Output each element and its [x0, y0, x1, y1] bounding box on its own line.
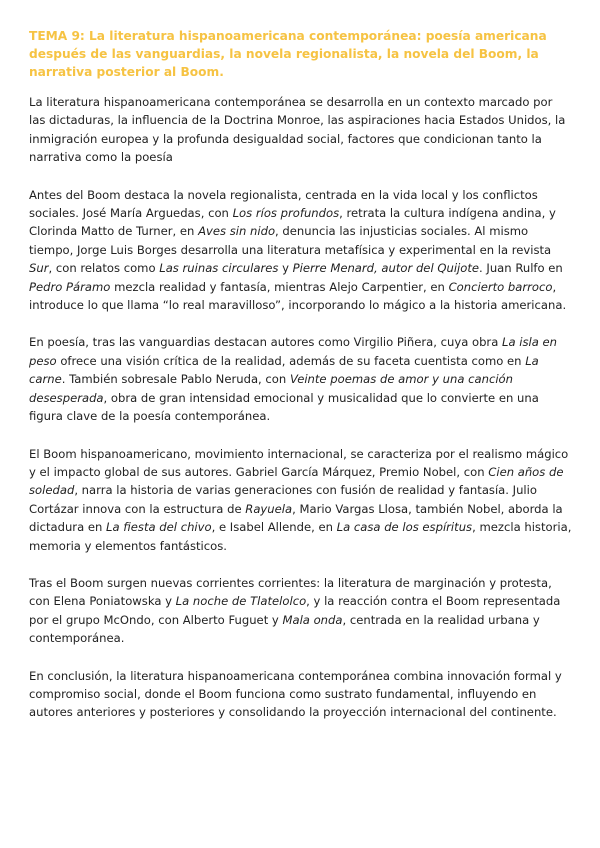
body-paragraph [29, 574, 572, 648]
body-paragraph [29, 445, 572, 555]
work-title: La noche de Tlatelolco [175, 594, 307, 609]
body-paragraph [29, 667, 572, 722]
text-run: , narra la historia de varias generaciones con fusión de realidad y fantasía. Julio Cortázar innova con la estructura de [29, 483, 537, 516]
body-paragraph [29, 333, 572, 425]
work-title: Sur [29, 261, 49, 276]
work-title: Aves sin nido [198, 224, 276, 239]
work-title: Cien años de soledad [29, 464, 564, 498]
text-run: ofrece una visión crítica de la realidad, además de su faceta cuentista como en [56, 353, 526, 368]
text-run: Tras el Boom surgen nuevas corrientes corrientes: la literatura de marginación y protesta, con Elena Poniatowska y [29, 575, 552, 609]
work-title: Rayuela [245, 501, 293, 516]
text-run: , centrada en la realidad urbana y contemporánea. [29, 612, 540, 646]
text-run: , obra de gran intensidad emocional y musicalidad que lo convierte en una figura clave de la poesía contemporánea. [29, 390, 539, 424]
body-paragraph [29, 186, 572, 315]
body-paragraph [29, 93, 572, 167]
text-run: , e Isabel Allende, en [211, 520, 337, 535]
text-run: mezcla realidad y fantasía, mientras Alejo Carpentier, en [110, 279, 449, 294]
text-run: , con relatos como [48, 261, 160, 276]
work-title: La fiesta del chivo [106, 520, 212, 535]
text-run: , Mario Vargas Llosa, también Nobel, aborda la dictadura en [29, 501, 563, 535]
text-run: , y la reacción contra el Boom representada por el grupo McOndo, con Alberto Fuguet y [29, 594, 561, 627]
work-title: Concierto barroco [448, 279, 553, 294]
text-run: , introduce lo que llama “lo real maravilloso”, incorporando lo mágico a la historia americana. [29, 279, 567, 313]
work-title: Veinte poemas de amor y una canción desesperada [29, 372, 513, 405]
text-run: En poesía, tras las vanguardias destacan autores como Virgilio Piñera, cuya obra [29, 335, 502, 350]
document-body [29, 93, 572, 722]
work-title: Pedro Páramo [29, 279, 111, 294]
text-run: . También sobresale Pablo Neruda, con [61, 372, 290, 387]
text-run: El Boom hispanoamericano, movimiento internacional, se caracteriza por el realismo mágico y el impacto global de sus autores. Gabriel García Márquez, Premio Nobel, con [29, 446, 569, 479]
text-run: , denuncia las injusticias sociales. Al mismo tiempo, Jorge Luis Borges desarrolla una literatura metafísica y experimental en la revista [29, 224, 552, 257]
text-run: En conclusión, la literatura hispanoamericana contemporánea combina innovación formal y compromiso social, donde el Boom funciona como sustrato fundamental, influyendo en autores anteriores y posteriores y consolidando la proyección internacional del continente. [29, 668, 562, 720]
text-run: , retrata la cultura indígena andina, y Clorinda Matto de Turner, en [29, 206, 556, 239]
text-run: Antes del Boom destaca la novela regionalista, centrada en la vida local y los conflictos sociales. José María Arguedas, con [29, 187, 538, 221]
work-title: La isla en peso [29, 335, 558, 368]
work-title: Las ruinas circulares [159, 261, 279, 276]
page-title: TEMA 9: La literatura hispanoamericana contemporánea: poesía americana después de las vanguardias, la novela regionalista, la novela del Boom, la narrativa posterior al Boom. [29, 29, 547, 79]
text-run: . Juan Rulfo en [479, 261, 563, 276]
work-title: Pierre Menard, autor del Quijote [292, 261, 480, 276]
work-title: Mala onda [282, 612, 343, 627]
text-run: La literatura hispanoamericana contemporánea se desarrolla en un contexto marcado por las dictaduras, la influencia de la Doctrina Monroe, las aspiraciones hacia Estados Unidos, la inmigración europea y la profunda desigualdad social, factores que condicionan tanto la narrativa como la poesía [29, 95, 566, 165]
work-title: Los ríos profundos [232, 206, 340, 221]
text-run: , mezcla historia, memoria y elementos fantásticos. [29, 520, 572, 553]
text-run: y [278, 261, 293, 276]
work-title: La carne [29, 353, 539, 387]
work-title: La casa de los espíritus [336, 520, 473, 535]
